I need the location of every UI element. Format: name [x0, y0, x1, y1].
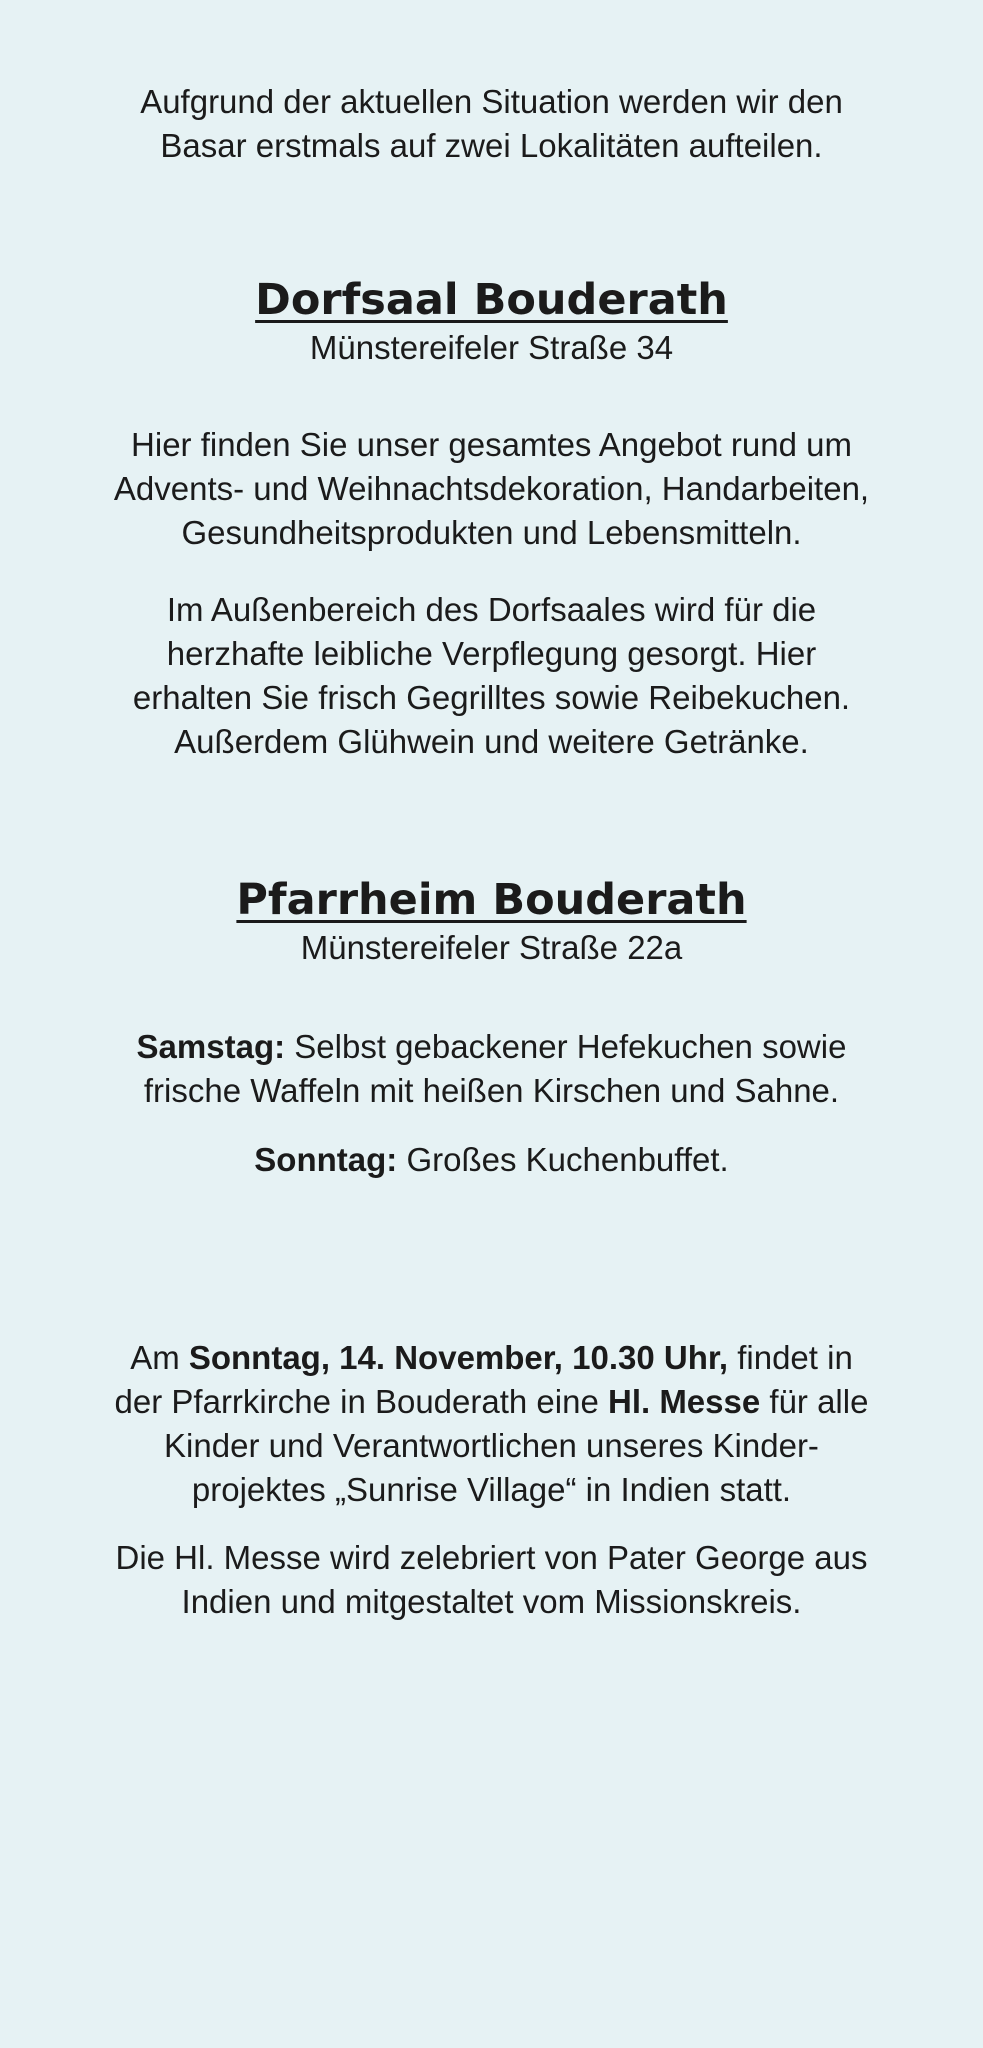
messe-line-1: [0, 1336, 983, 1380]
dorfsaal-p2-line-3: erhalten Sie frisch Gegrilltes sowie Reibekuchen.: [132, 679, 851, 716]
dorfsaal-p2-line-4: Außerdem Glühwein und weitere Getränke.: [174, 723, 809, 760]
dorfsaal-p2-line-2: herzhafte leibliche Verpflegung gesorgt. Hier: [166, 635, 817, 672]
messe-line-4: projektes „Sunrise Village“ in Indien statt.: [191, 1471, 792, 1508]
intro-line-1: Aufgrund der aktuellen Situation werden wir den: [140, 83, 843, 120]
sonntag-label: Sonntag:: [254, 1141, 398, 1178]
sonntag-text: Großes Kuchenbuffet.: [397, 1141, 729, 1178]
dorfsaal-section: [0, 274, 983, 370]
samstag-text-1: Selbst gebackener Hefekuchen sowie: [285, 1028, 847, 1065]
messe-paragraph-1: [0, 1336, 983, 1512]
messe-l1-pre: Am: [130, 1339, 189, 1376]
pfarrheim-title: Pfarrheim Bouderath: [236, 875, 747, 925]
messe-l2-pre: der Pfarrkirche in Bouderath eine: [114, 1383, 608, 1420]
dorfsaal-p1-line-2: Advents- und Weihnachtsdekoration, Handarbeiten,: [113, 470, 870, 507]
pfarrheim-sonntag: [0, 1138, 983, 1182]
messe-title: Hl. Messe: [607, 1383, 761, 1420]
intro-text: [0, 80, 983, 168]
messe-line-3: Kinder und Verantwortlichen unseres Kinder-: [164, 1427, 819, 1464]
samstag-label: Samstag:: [136, 1028, 286, 1065]
dorfsaal-p2-line-1: Im Außenbereich des Dorfsaales wird für die: [166, 591, 817, 628]
messe-paragraph-2: [0, 1536, 983, 1624]
messe-l2-post: für alle: [760, 1383, 869, 1420]
dorfsaal-p1-line-3: Gesundheitsprodukten und Lebensmitteln.: [181, 514, 802, 551]
pfarrheim-section: [0, 874, 983, 970]
samstag-line-2: frische Waffeln mit heißen Kirschen und Sahne.: [143, 1072, 840, 1109]
messe-p2-line-2: Indien und mitgestaltet vom Missionskreis.: [181, 1583, 802, 1620]
sonntag-line: [0, 1138, 983, 1182]
dorfsaal-paragraph-1: [0, 423, 983, 555]
dorfsaal-address: Münstereifeler Straße 34: [309, 329, 674, 366]
samstag-line-1: [0, 1025, 983, 1069]
messe-date: Sonntag, 14. November, 10.30 Uhr,: [188, 1339, 729, 1376]
dorfsaal-title: Dorfsaal Bouderath: [255, 275, 728, 325]
pfarrheim-address: Münstereifeler Straße 22a: [300, 929, 683, 966]
dorfsaal-p1-line-1: Hier finden Sie unser gesamtes Angebot rund um: [131, 426, 852, 463]
messe-p2-line-1: Die Hl. Messe wird zelebriert von Pater George aus: [115, 1539, 868, 1576]
messe-line-2: [0, 1380, 983, 1424]
pfarrheim-samstag: [0, 1025, 983, 1113]
intro-line-2: Basar erstmals auf zwei Lokalitäten aufteilen.: [160, 127, 823, 164]
dorfsaal-paragraph-2: [0, 588, 983, 764]
messe-l1-post: findet in: [728, 1339, 853, 1376]
